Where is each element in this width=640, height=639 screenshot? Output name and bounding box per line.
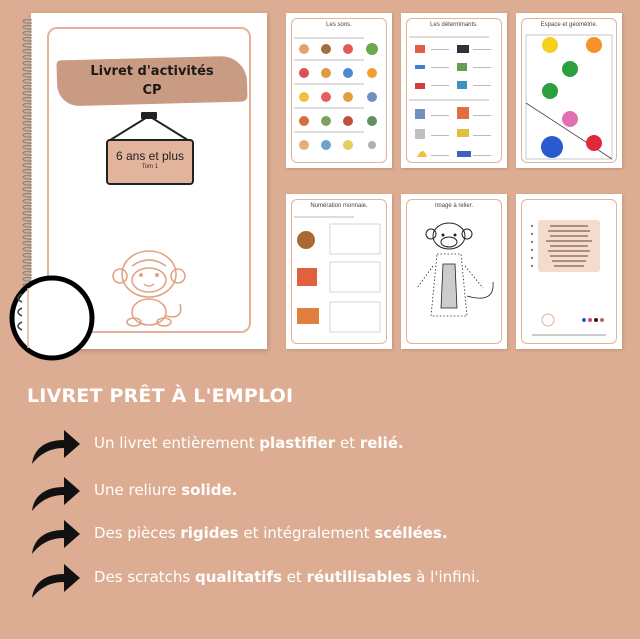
arrow-curved-right-icon [28,558,82,600]
geometry-exercise-grid [524,33,614,163]
spiral-coil [23,230,32,234]
summary-page-grid [524,216,614,344]
bullet-segment: à l'infini. [411,568,481,586]
spiral-coil [23,44,32,48]
spiral-coil [23,200,32,204]
bullet-segment: Des scratchs [94,568,196,586]
spiral-coil [23,164,32,168]
monkey-icon [110,246,188,328]
cover-title-line2: CP [142,83,162,98]
spiral-coil [23,218,32,222]
spiral-coil [23,182,32,186]
bullet-segment: et [335,434,360,452]
spiral-coil [23,38,32,42]
money-exercise-grid [294,216,384,344]
worksheet-thumbnail-summary [516,194,622,349]
worksheet-thumbnail-determinants [401,13,507,168]
spiral-coil [23,170,32,174]
spiral-coil [23,26,32,30]
spiral-coil [23,242,32,246]
thumbnail-title: Espace et géométrie. [540,22,598,28]
bullet-text [94,568,480,586]
spiral-coil [23,98,32,102]
age-sign [106,139,194,185]
spiral-coil [23,152,32,156]
spiral-coil [23,260,32,264]
spiral-coil [23,32,32,36]
bullet-emphasis: scéllées. [374,524,448,542]
bullet-segment: Une reliure [94,481,182,499]
spiral-coil [23,140,32,144]
worksheet-thumbnail-geometry [516,13,622,168]
bullet-emphasis: solide. [181,481,238,499]
spiral-coil [23,104,32,108]
bullet-text [94,524,448,542]
volume-label: Tom 1 [141,164,159,170]
bullet-emphasis: relié. [359,434,404,452]
spiral-coil [23,134,32,138]
sounds-exercise-grid [294,33,384,163]
headline: LIVRET PRÊT À L'EMPLOI [27,385,294,407]
cover-title [57,62,247,100]
bullet-emphasis: plastifier [259,434,336,452]
magnifier-circle-icon [8,274,96,362]
spiral-coil [23,50,32,54]
spiral-coil [23,62,32,66]
feature-bullet [28,471,628,511]
spiral-coil [23,74,32,78]
feature-bullet [28,514,628,554]
monkey-connect-dots-icon [409,216,499,344]
spiral-coil [23,110,32,114]
feature-bullet [28,424,628,464]
arrow-curved-right-icon [28,471,82,513]
spiral-coil [23,56,32,60]
bullet-segment: et [281,568,307,586]
thumbnail-title: Numération monnaie. [310,203,368,209]
spiral-coil [23,206,32,210]
spiral-coil [23,116,32,120]
spiral-coil [23,266,32,270]
bullet-segment: Un livret entièrement [94,434,260,452]
bullet-segment: et intégralement [238,524,375,542]
spiral-coil [23,176,32,180]
spiral-coil [23,224,32,228]
spiral-coil [23,122,32,126]
worksheet-thumbnail-money [286,194,392,349]
age-label: 6 ans et plus [115,149,185,163]
bullet-segment: Des pièces [94,524,181,542]
bullet-text [94,434,404,452]
bullet-emphasis: réutilisables [306,568,412,586]
bullet-text [94,481,237,499]
spiral-coil [23,146,32,150]
determinants-exercise-grid [409,33,499,163]
spiral-coil [23,188,32,192]
spiral-coil [23,248,32,252]
spiral-coil [23,236,32,240]
spiral-coil [23,80,32,84]
bullet-emphasis: qualitatifs [195,568,282,586]
arrow-curved-right-icon [28,424,82,466]
spiral-coil [23,128,32,132]
spiral-coil [23,194,32,198]
worksheet-thumbnail-connect-dots [401,194,507,349]
spiral-coil [23,86,32,90]
arrow-curved-right-icon [28,514,82,556]
thumbnail-title: Les déterminants. [430,22,478,28]
spiral-coil [23,254,32,258]
spiral-coil [23,92,32,96]
worksheet-thumbnail-sounds [286,13,392,168]
bullet-emphasis: rigides [180,524,239,542]
spiral-coil [23,212,32,216]
cover-title-line1: Livret d'activités [90,64,214,79]
feature-bullet [28,558,628,598]
spiral-coil [23,20,32,24]
thumbnail-title: Les sons. [326,22,352,28]
spiral-coil [23,158,32,162]
spiral-coil [23,68,32,72]
thumbnail-title: Image à relier. [434,203,474,209]
